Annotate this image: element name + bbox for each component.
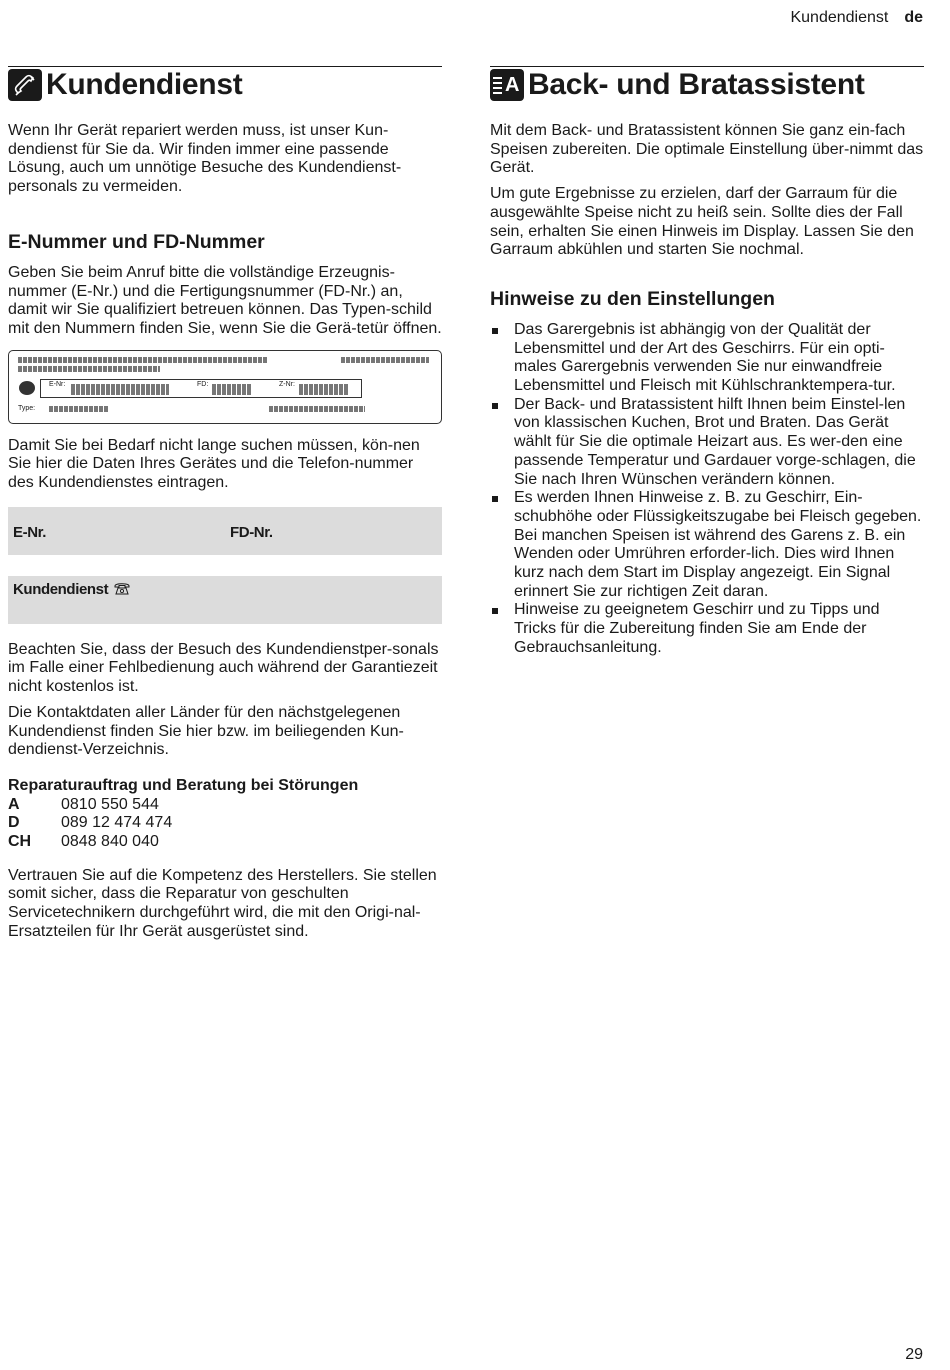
- plate-fd-label: FD:: [197, 380, 209, 388]
- assistant-list-icon: [490, 69, 524, 101]
- repair-heading: Reparaturauftrag und Beratung bei Störungen: [8, 776, 359, 794]
- plate-bar: [341, 357, 429, 363]
- assistant-paragraph-2: Um gute Ergebnisse zu erzielen, darf der Garraum für die ausgewählte Speise nicht zu heiß sein. Sollte dies der Fall sein, erhalten Sie einen Hinweis im Display. Lassen Sie den Garraum abkühlen und starten Sie nochmal.: [490, 185, 914, 259]
- phone-handset-icon: [8, 69, 42, 101]
- e-nummer-paragraph: Geben Sie beim Anruf bitte die vollständige Erzeugnis-nummer (E-Nr.) und die Fertigungsnummer (FD-Nr.) an, damit wir Sie qualifiziert betreuen können. Das Typen-schild mit den Nummern finden Sie, wenn Sie die Gerä-tetür öffnen.: [8, 263, 442, 337]
- plate-bar: [212, 384, 252, 395]
- assistant-paragraph-1: Mit dem Back- und Bratassistent können Sie ganz ein-fach Speisen zubereiten. Die optimale Einstellung über-nimmt das Gerät.: [490, 122, 924, 177]
- plate-bar: [18, 366, 160, 372]
- phone-table: [8, 796, 442, 852]
- plate-bar: [71, 384, 169, 395]
- phone-number: 0848 840 040: [61, 833, 159, 851]
- service-phone-label: Kundendienst: [13, 581, 109, 599]
- plate-bar: [18, 357, 268, 363]
- service-phone-box: [8, 576, 442, 624]
- hinweise-list: [490, 321, 924, 658]
- warranty-note: Beachten Sie, dass der Besuch des Kundendienstper-sonals im Falle einer Fehlbedienung auch während der Garantiezeit nicht kostenlos ist.: [8, 640, 439, 696]
- phone-country: A: [8, 795, 20, 813]
- subheading-hinweise: Hinweise zu den Einstellungen: [490, 287, 775, 310]
- plate-bar: [269, 406, 365, 412]
- phone-row: [8, 833, 442, 852]
- page-number: 29: [905, 1346, 923, 1363]
- list-item: Hinweise zu geeignetem Geschirr und zu Tipps und Tricks für die Zubereitung finden Sie am Ende der Gebrauchsanleitung.: [490, 601, 924, 657]
- list-item: Es werden Ihnen Hinweise z. B. zu Geschirr, Ein-schubhöhe oder Flüssigkeitszugabe bei Fleisch gegeben. Bei manchen Speisen ist während des Garens z. B. ein Wenden oder Umrühren erforder-lich. Dies wird Ihnen kurz nach dem Start im Display angezeigt. Ein Signal erinnert Sie zur richtigen Zeit daran.: [490, 489, 924, 601]
- brand-logo-icon: [19, 381, 35, 395]
- page-header: [790, 9, 923, 27]
- phone-row: [8, 796, 442, 815]
- subheading-e-nummer: E-Nummer und FD-Nummer: [8, 230, 265, 253]
- plate-type-label: Type:: [18, 404, 36, 412]
- left-column: [8, 66, 442, 949]
- type-plate-illustration: [8, 350, 442, 424]
- contact-note: Die Kontaktdaten aller Länder für den nächstgelegenen Kundendienst finden Sie hier bzw. im beiliegenden Kun-dendienst-Verzeichnis.: [8, 703, 404, 759]
- list-item: Das Garergebnis ist abhängig von der Qualität der Lebensmittel und der Art des Geschirrs. Für ein opti-males Garergebnis verwenden Sie nur einwandfreie Lebensmittel und Fleisch mit Kühlschranktempera-tur.: [490, 321, 924, 396]
- right-column: [490, 66, 924, 658]
- e-nr-field-label: E-Nr.: [13, 523, 47, 541]
- page-title: Kundendienst: [46, 68, 243, 101]
- plate-bar: [49, 406, 109, 412]
- plate-znr-label: Z-Nr:: [279, 380, 295, 388]
- list-item: Der Back- und Bratassistent hilft Ihnen beim Einstel-len von klassischen Kuchen, Brot und Braten. Das Gerät wählt für Sie die optimale Heizart aus. Es wer-den eine passende Temperatur und Gardauer vorge-schlagen, die Sie nach Ihren Wünschen verändern können.: [490, 396, 924, 490]
- plate-number-box: [40, 379, 362, 398]
- assistant-icon-letter: A: [505, 74, 520, 96]
- assistant-title: Back- und Bratassistent: [528, 68, 865, 101]
- phone-country: CH: [8, 833, 32, 851]
- phone-number: 0810 550 544: [61, 795, 159, 813]
- phone-country: D: [8, 814, 20, 832]
- plate-enr-label: E-Nr:: [49, 380, 66, 388]
- header-language: de: [904, 9, 923, 26]
- after-plate-paragraph: Damit Sie bei Bedarf nicht lange suchen müssen, kön-nen Sie hier die Daten Ihres Gerätes und die Telefon-nummer des Kundendienstes eintragen.: [8, 436, 420, 492]
- intro-paragraph: Wenn Ihr Gerät repariert werden muss, ist unser Kun-dendienst für Sie da. Wir finden immer eine passende Lösung, auch um unnötige Besuche des Kundendienst-personals zu vermeiden.: [8, 122, 402, 196]
- header-section: Kundendienst: [790, 9, 889, 26]
- closing-paragraph: Vertrauen Sie auf die Kompetenz des Herstellers. Sie stellen somit sicher, dass die Reparatur von geschulten Servicetechnikern durchgeführt wird, die mit den Origi-nal-Ersatzteilen für Ihr Gerät ausgerüstet sind.: [8, 866, 437, 940]
- device-data-box: [8, 507, 442, 555]
- telephone-icon: [113, 581, 131, 599]
- fd-nr-field-label: FD-Nr.: [230, 523, 273, 541]
- section-title-assistant: [490, 66, 924, 102]
- phone-number: 089 12 474 474: [61, 814, 173, 832]
- phone-row: [8, 814, 442, 833]
- plate-bar: [299, 384, 349, 395]
- section-title-kundendienst: [8, 66, 442, 102]
- service-phone-label-group: [13, 581, 131, 599]
